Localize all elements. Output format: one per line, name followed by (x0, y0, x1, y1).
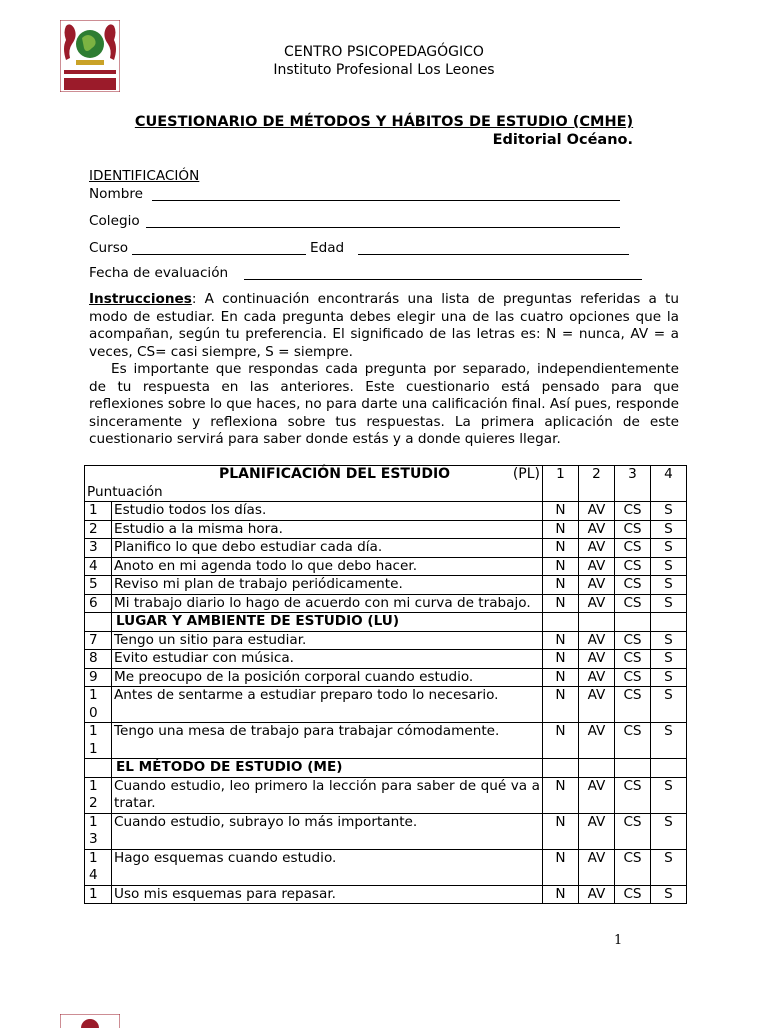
question-text: Evito estudiar con música. (112, 650, 543, 669)
question-number: 2 (85, 520, 112, 539)
question-text: Tengo un sitio para estudiar. (112, 631, 543, 650)
answer-option-cs[interactable]: CS (615, 520, 651, 539)
answer-option-av[interactable]: AV (579, 576, 615, 595)
question-number: 9 (85, 668, 112, 687)
edad-label: Edad (310, 240, 345, 256)
empty-cell (651, 613, 687, 632)
fecha-label: Fecha de evaluación (89, 265, 229, 281)
question-number: 6 (85, 594, 112, 613)
question-number: 1 0 (85, 687, 112, 723)
instructions-paragraph-2: Es importante que respondas cada pregunta por separado, independientemente de tu respuesta en las anteriores. Este cuestionario está pensado para que reflexiones sobre lo que haces, no para darte una calificación final. Así pues, responde sinceramente y reflexiona sobre tus respuestas. La primera aplicación de este cuestionario servirá para saber donde estás y a donde quieres llegar. (89, 361, 679, 448)
question-text: Estudio a la misma hora. (112, 520, 543, 539)
answer-option-cs[interactable]: CS (615, 539, 651, 558)
empty-cell (651, 759, 687, 778)
answer-option-s[interactable]: S (651, 723, 687, 759)
answer-option-av[interactable]: AV (579, 687, 615, 723)
answer-option-cs[interactable]: CS (615, 723, 651, 759)
table-row (85, 502, 687, 521)
table-row (85, 813, 687, 849)
question-text: Anoto en mi agenda todo lo que debo hacer. (112, 557, 543, 576)
nombre-field[interactable] (152, 200, 620, 201)
column-header-4: 4 (651, 466, 687, 502)
question-number: 7 (85, 631, 112, 650)
answer-option-n[interactable]: N (543, 557, 579, 576)
section-title-pl: PLANIFICACIÓN DEL ESTUDIO (219, 466, 451, 482)
answer-option-n[interactable]: N (543, 668, 579, 687)
question-number: 1 3 (85, 813, 112, 849)
answer-option-cs[interactable]: CS (615, 849, 651, 885)
answer-option-n[interactable]: N (543, 723, 579, 759)
answer-option-av[interactable]: AV (579, 539, 615, 558)
question-text: Planifico lo que debo estudiar cada día. (112, 539, 543, 558)
instructions-text: : A continuación encontrarás una lista de preguntas referidas a tu modo de estudiar. En cada pregunta debes elegir una de las cuatro opciones que la acompañan, según tu preferencia. El significado de las letras es: N = nunca, AV = a veces, CS= casi siempre, S = siempre. (89, 291, 679, 360)
answer-option-av[interactable]: AV (579, 520, 615, 539)
answer-option-av[interactable]: AV (579, 849, 615, 885)
table-row (85, 539, 687, 558)
answer-option-n[interactable]: N (543, 502, 579, 521)
answer-option-cs[interactable]: CS (615, 885, 651, 904)
table-row (85, 576, 687, 595)
fecha-field[interactable] (244, 279, 642, 280)
answer-option-s[interactable]: S (651, 687, 687, 723)
answer-option-av[interactable]: AV (579, 557, 615, 576)
identification-heading: IDENTIFICACIÓN (89, 168, 200, 184)
question-text: Uso mis esquemas para repasar. (112, 885, 543, 904)
answer-option-cs[interactable]: CS (615, 813, 651, 849)
question-text: Tengo una mesa de trabajo para trabajar cómodamente. (112, 723, 543, 759)
table-row (85, 885, 687, 904)
answer-option-n[interactable]: N (543, 631, 579, 650)
answer-option-s[interactable]: S (651, 520, 687, 539)
question-text: Hago esquemas cuando estudio. (112, 849, 543, 885)
question-number: 1 1 (85, 723, 112, 759)
answer-option-n[interactable]: N (543, 687, 579, 723)
empty-cell (615, 613, 651, 632)
section-row (85, 759, 687, 778)
question-text: Cuando estudio, leo primero la lección para saber de qué va a tratar. (112, 777, 543, 813)
column-header-3: 3 (615, 466, 651, 502)
organization-name: CENTRO PSICOPEDAGÓGICO (284, 44, 484, 60)
section-spacer (85, 759, 112, 778)
instructions-paragraph (89, 291, 679, 361)
empty-cell (543, 613, 579, 632)
section-row (85, 613, 687, 632)
answer-option-av[interactable]: AV (579, 631, 615, 650)
answer-option-av[interactable]: AV (579, 594, 615, 613)
table-row (85, 687, 687, 723)
answer-option-cs[interactable]: CS (615, 777, 651, 813)
answer-option-av[interactable]: AV (579, 668, 615, 687)
section-title-lu: LUGAR Y AMBIENTE DE ESTUDIO (LU) (112, 613, 543, 632)
column-header-1: 1 (543, 466, 579, 502)
table-row (85, 557, 687, 576)
answer-option-s[interactable]: S (651, 594, 687, 613)
answer-option-s[interactable]: S (651, 650, 687, 669)
instructions-label: Instrucciones (89, 291, 192, 307)
question-number: 8 (85, 650, 112, 669)
answer-option-cs[interactable]: CS (615, 668, 651, 687)
answer-option-cs[interactable]: CS (615, 650, 651, 669)
table-row (85, 777, 687, 813)
empty-cell (543, 759, 579, 778)
answer-option-n[interactable]: N (543, 594, 579, 613)
question-number: 5 (85, 576, 112, 595)
question-text: Mi trabajo diario lo hago de acuerdo con mi curva de trabajo. (112, 594, 543, 613)
answer-option-s[interactable]: S (651, 885, 687, 904)
institute-logo-footer (60, 1014, 120, 1028)
answer-option-n[interactable]: N (543, 520, 579, 539)
answer-option-av[interactable]: AV (579, 885, 615, 904)
answer-option-n[interactable]: N (543, 885, 579, 904)
institute-name: Instituto Profesional Los Leones (273, 62, 495, 78)
question-text: Estudio todos los días. (112, 502, 543, 521)
table-row (85, 650, 687, 669)
answer-option-av[interactable]: AV (579, 813, 615, 849)
answer-option-cs[interactable]: CS (615, 594, 651, 613)
answer-option-cs[interactable]: CS (615, 557, 651, 576)
table-row (85, 594, 687, 613)
empty-cell (615, 759, 651, 778)
colegio-field[interactable] (146, 227, 620, 228)
answer-option-s[interactable]: S (651, 813, 687, 849)
answer-option-s[interactable]: S (651, 502, 687, 521)
answer-option-n[interactable]: N (543, 576, 579, 595)
table-row (85, 520, 687, 539)
question-number: 3 (85, 539, 112, 558)
empty-cell (579, 613, 615, 632)
question-number: 1 (85, 885, 112, 904)
question-number: 1 (85, 502, 112, 521)
answer-option-n[interactable]: N (543, 813, 579, 849)
question-text: Antes de sentarme a estudiar preparo todo lo necesario. (112, 687, 543, 723)
section-abbr-pl: (PL) (512, 466, 540, 482)
nombre-label: Nombre (89, 186, 144, 202)
answer-option-av[interactable]: AV (579, 650, 615, 669)
section-header-pl (85, 466, 543, 502)
answer-option-av[interactable]: AV (579, 777, 615, 813)
question-number: 1 2 (85, 777, 112, 813)
publisher: Editorial Océano. (492, 132, 633, 148)
answer-option-av[interactable]: AV (579, 502, 615, 521)
colegio-label: Colegio (89, 213, 140, 229)
column-header-2: 2 (579, 466, 615, 502)
answer-option-n[interactable]: N (543, 777, 579, 813)
section-spacer (85, 613, 112, 632)
answer-option-s[interactable]: S (651, 668, 687, 687)
edad-field[interactable] (358, 254, 629, 255)
answer-option-s[interactable]: S (651, 576, 687, 595)
question-text: Reviso mi plan de trabajo periódicamente. (112, 576, 543, 595)
answer-option-cs[interactable]: CS (615, 687, 651, 723)
answer-option-n[interactable]: N (543, 650, 579, 669)
curso-field[interactable] (132, 254, 306, 255)
table-row (85, 668, 687, 687)
answer-option-cs[interactable]: CS (615, 576, 651, 595)
curso-label: Curso (89, 240, 129, 256)
page-number: 1 (614, 933, 623, 948)
answer-option-cs[interactable]: CS (615, 502, 651, 521)
table-row (85, 631, 687, 650)
answer-option-s[interactable]: S (651, 539, 687, 558)
empty-cell (579, 759, 615, 778)
answer-option-s[interactable]: S (651, 849, 687, 885)
table-header-row (85, 466, 687, 502)
question-text: Me preocupo de la posición corporal cuando estudio. (112, 668, 543, 687)
answer-option-s[interactable]: S (651, 631, 687, 650)
table-row (85, 723, 687, 759)
question-text: Cuando estudio, subrayo lo más importante. (112, 813, 543, 849)
section-title-me: EL MÉTODO DE ESTUDIO (ME) (112, 759, 543, 778)
score-label: Puntuación (87, 483, 163, 500)
answer-option-cs[interactable]: CS (615, 631, 651, 650)
answer-option-s[interactable]: S (651, 557, 687, 576)
answer-option-n[interactable]: N (543, 539, 579, 558)
answer-option-av[interactable]: AV (579, 723, 615, 759)
questionnaire-table (84, 465, 687, 904)
document-title: CUESTIONARIO DE MÉTODOS Y HÁBITOS DE ESTUDIO (CMHE) (134, 114, 634, 130)
table-row (85, 849, 687, 885)
question-number: 4 (85, 557, 112, 576)
answer-option-s[interactable]: S (651, 777, 687, 813)
answer-option-n[interactable]: N (543, 849, 579, 885)
question-number: 1 4 (85, 849, 112, 885)
